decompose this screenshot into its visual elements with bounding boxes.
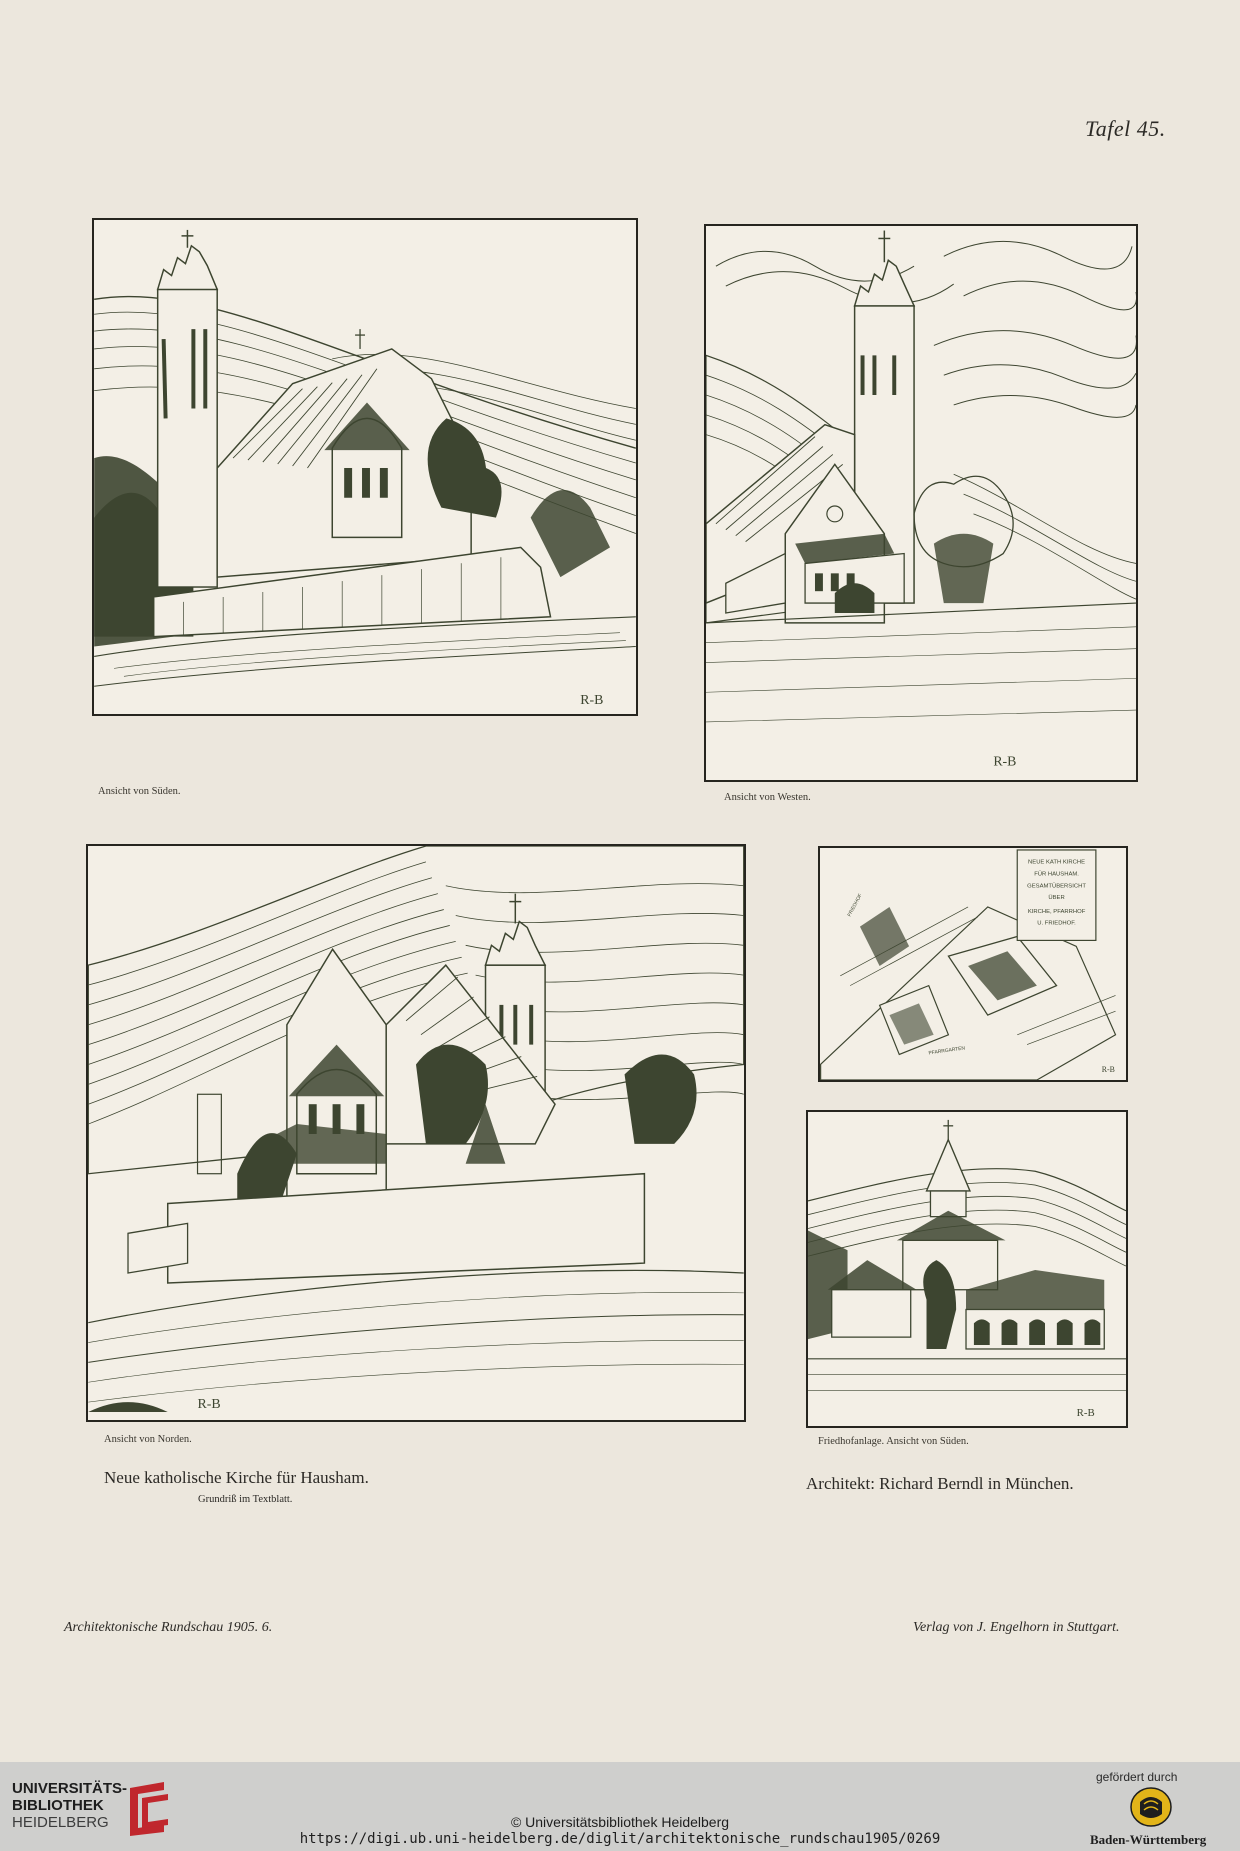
publisher-line: Verlag von J. Engelhorn in Stuttgart.	[913, 1620, 1120, 1635]
drawing-cemetery	[808, 1112, 1126, 1426]
library-name-line-1: UNIVERSITÄTS-	[12, 1780, 128, 1797]
drawing-site-plan	[820, 848, 1126, 1080]
signature-site-plan: R-B	[1101, 1065, 1115, 1075]
figure-view-south	[92, 218, 638, 716]
journal-line: Architektonische Rundschau 1905. 6.	[64, 1620, 273, 1635]
library-footer	[0, 1762, 1240, 1851]
funder-name: Baden-Württemberg	[1090, 1832, 1207, 1847]
caption-west: Ansicht von Westen.	[724, 792, 811, 803]
legend-line-6: U. FRIEDHOF.	[1037, 920, 1076, 927]
legend-line-4: ÜBER	[1048, 895, 1065, 902]
signature-west: R-B	[993, 754, 1017, 770]
title-sub: Grundriß im Textblatt.	[198, 1494, 293, 1505]
caption-cemetery: Friedhofanlage. Ansicht von Süden.	[818, 1436, 969, 1447]
drawing-view-north	[88, 846, 744, 1420]
legend-line-2: FÜR HAUSHAM.	[1034, 871, 1079, 878]
legend-line-5: KIRCHE, PFARRHOF	[1027, 908, 1086, 915]
figure-view-west	[704, 224, 1138, 782]
funded-by-label: gefördert durch	[1096, 1770, 1178, 1784]
legend-line-3: GESAMTÜBERSICHT	[1027, 883, 1086, 890]
signature-south: R-B	[580, 693, 604, 709]
caption-south: Ansicht von Süden.	[98, 786, 181, 797]
figure-view-north	[86, 844, 746, 1422]
permalink-url[interactable]: https://digi.ub.uni-heidelberg.de/diglit/architektonische_rundschau1905/0269	[299, 1831, 941, 1847]
signature-cemetery: R-B	[1076, 1407, 1095, 1420]
signature-north: R-B	[197, 1397, 221, 1413]
drawing-view-west	[706, 226, 1136, 780]
figure-cemetery	[806, 1110, 1128, 1428]
drawing-view-south	[94, 220, 636, 714]
title-main: Neue katholische Kirche für Hausham.	[104, 1468, 369, 1487]
library-name-line-3: HEIDELBERG	[12, 1814, 109, 1831]
figure-site-plan	[818, 846, 1128, 1082]
library-name-line-2: BIBLIOTHEK	[12, 1797, 104, 1814]
legend-line-1: NEUE KATH KIRCHE	[1028, 859, 1086, 866]
label-pfarrgarten: PFARRGARTEN	[928, 1046, 966, 1057]
caption-north: Ansicht von Norden.	[104, 1434, 192, 1445]
label-friedhof: FRIEDHOF	[847, 893, 864, 918]
baden-wuerttemberg-seal-icon	[1130, 1786, 1172, 1828]
plate-number: Tafel 45.	[1085, 116, 1166, 141]
architect-credit: Architekt: Richard Berndl in München.	[806, 1474, 1074, 1493]
copyright-notice: © Universitätsbibliothek Heidelberg	[510, 1814, 730, 1830]
